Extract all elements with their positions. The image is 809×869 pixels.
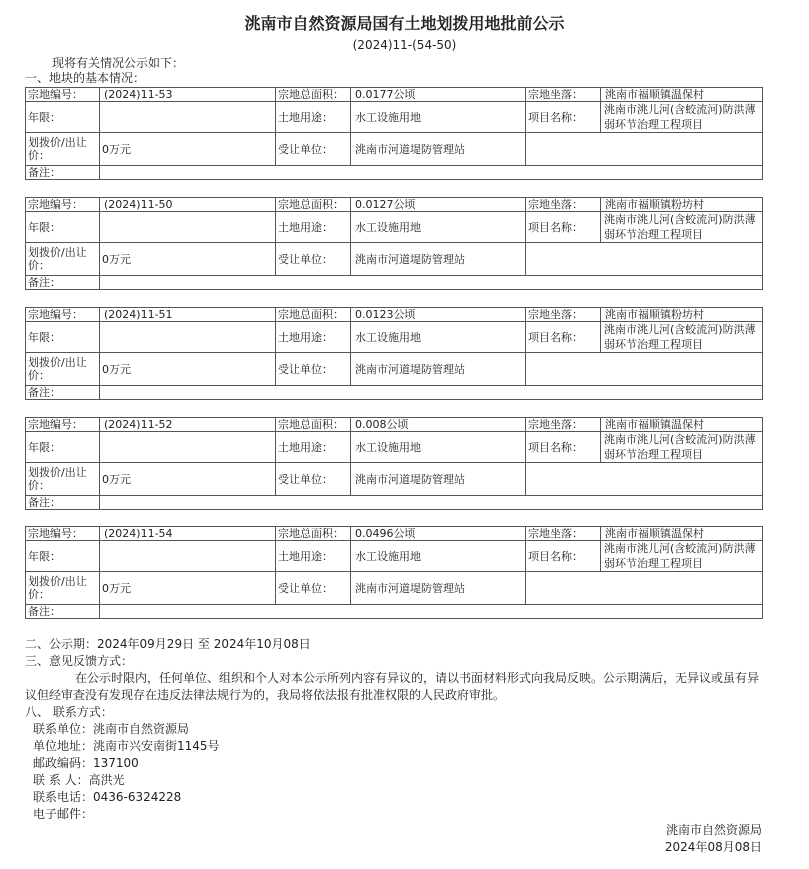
parcel-area: 0.0496公顷: [351, 527, 526, 541]
use-label: 土地用途：: [276, 102, 351, 133]
signature-org: 洮南市自然资源局: [665, 823, 762, 837]
parcel-use: 水工设施用地: [351, 102, 526, 133]
intro-text: 现将有关情况公示如下：: [52, 56, 185, 70]
parcel-no-label: 宗地编号：: [26, 418, 100, 432]
area-label: 宗地总面积：: [276, 88, 351, 102]
term-label: 年限：: [26, 432, 100, 463]
area-label: 宗地总面积：: [276, 418, 351, 432]
empty-cell: [526, 133, 763, 166]
parcel-price: 0万元: [100, 243, 276, 276]
parcel-project: 洮南市洮儿河(含蛟流河)防洪薄弱环节治理工程项目: [601, 541, 763, 572]
project-label: 项目名称：: [526, 102, 601, 133]
parcel-use: 水工设施用地: [351, 322, 526, 353]
parcel-remark: [100, 166, 763, 180]
empty-cell: [526, 243, 763, 276]
term-label: 年限：: [26, 102, 100, 133]
remark-label: 备注：: [26, 605, 100, 619]
location-label: 宗地坐落：: [526, 198, 601, 212]
contact-postcode: 邮政编码：137100: [33, 756, 139, 770]
remark-label: 备注：: [26, 276, 100, 290]
parcel-location: 洮南市福顺镇温保村: [601, 88, 763, 102]
parcel-remark: [100, 496, 763, 510]
assignee-label: 受让单位：: [276, 353, 351, 386]
parcel-table: [25, 87, 763, 180]
parcel-table: [25, 417, 763, 510]
parcel-term: [100, 541, 276, 572]
location-label: 宗地坐落：: [526, 527, 601, 541]
parcel-table: [25, 197, 763, 290]
parcel-area: 0.0177公顷: [351, 88, 526, 102]
price-label: 划拨价/出让价：: [26, 353, 100, 386]
use-label: 土地用途：: [276, 541, 351, 572]
parcel-term: [100, 322, 276, 353]
parcel-location: 洮南市福顺镇温保村: [601, 527, 763, 541]
parcel-assignee: 洮南市河道堤防管理站: [351, 463, 526, 496]
parcel-remark: [100, 605, 763, 619]
parcel-price: 0万元: [100, 572, 276, 605]
parcel-assignee: 洮南市河道堤防管理站: [351, 572, 526, 605]
project-label: 项目名称：: [526, 322, 601, 353]
remark-label: 备注：: [26, 386, 100, 400]
parcel-table: [25, 307, 763, 400]
parcel-project: 洮南市洮儿河(含蛟流河)防洪薄弱环节治理工程项目: [601, 322, 763, 353]
parcel-price: 0万元: [100, 353, 276, 386]
assignee-label: 受让单位：: [276, 463, 351, 496]
parcel-area: 0.008公顷: [351, 418, 526, 432]
price-label: 划拨价/出让价：: [26, 243, 100, 276]
parcel-remark: [100, 386, 763, 400]
project-label: 项目名称：: [526, 541, 601, 572]
parcel-term: [100, 102, 276, 133]
parcel-area: 0.0127公顷: [351, 198, 526, 212]
area-label: 宗地总面积：: [276, 198, 351, 212]
parcel-location: 洮南市福顺镇粉坊村: [601, 198, 763, 212]
price-label: 划拨价/出让价：: [26, 133, 100, 166]
section-3-body: 在公示时限内，任何单位、组织和个人对本公示所列内容有异议的，请以书面材料形式向我局反映。公示期满后，无异议或虽有异议但经审查没有发现存在违反法律法规行为的，我局将依法报有批准权限的人民政府审批。: [25, 671, 760, 702]
empty-cell: [526, 463, 763, 496]
price-label: 划拨价/出让价：: [26, 572, 100, 605]
contact-address: 单位地址：洮南市兴安南街1145号: [33, 739, 220, 753]
document-number: (2024)11-(54-50): [352, 38, 457, 52]
term-label: 年限：: [26, 322, 100, 353]
parcel-no: (2024)11-53: [100, 88, 276, 102]
parcel-assignee: 洮南市河道堤防管理站: [351, 353, 526, 386]
parcel-area: 0.0123公顷: [351, 308, 526, 322]
parcel-no-label: 宗地编号：: [26, 527, 100, 541]
parcel-project: 洮南市洮儿河(含蛟流河)防洪薄弱环节治理工程项目: [601, 432, 763, 463]
term-label: 年限：: [26, 212, 100, 243]
parcel-project: 洮南市洮儿河(含蛟流河)防洪薄弱环节治理工程项目: [601, 102, 763, 133]
signature-date: 2024年08月08日: [664, 840, 762, 854]
parcel-no: (2024)11-50: [100, 198, 276, 212]
parcel-project: 洮南市洮儿河(含蛟流河)防洪薄弱环节治理工程项目: [601, 212, 763, 243]
use-label: 土地用途：: [276, 322, 351, 353]
section-8-heading: 八、 联系方式：: [25, 705, 113, 719]
assignee-label: 受让单位：: [276, 133, 351, 166]
price-label: 划拨价/出让价：: [26, 463, 100, 496]
term-label: 年限：: [26, 541, 100, 572]
project-label: 项目名称：: [526, 212, 601, 243]
parcel-no: (2024)11-52: [100, 418, 276, 432]
parcel-price: 0万元: [100, 463, 276, 496]
parcel-assignee: 洮南市河道堤防管理站: [351, 243, 526, 276]
empty-cell: [526, 353, 763, 386]
parcel-term: [100, 212, 276, 243]
parcel-no-label: 宗地编号：: [26, 308, 100, 322]
contact-email: 电子邮件：: [33, 807, 94, 821]
section-3-heading: 三、意见反馈方式：: [25, 654, 134, 668]
contact-person: 联 系 人：高洪光: [33, 773, 125, 787]
contact-phone: 联系电话：0436-6324228: [33, 790, 182, 804]
section-2-period: 二、公示期：2024年09月29日 至 2024年10月08日: [25, 637, 311, 651]
area-label: 宗地总面积：: [276, 527, 351, 541]
parcel-no: (2024)11-54: [100, 527, 276, 541]
parcel-use: 水工设施用地: [351, 432, 526, 463]
parcel-no: (2024)11-51: [100, 308, 276, 322]
parcel-no-label: 宗地编号：: [26, 198, 100, 212]
use-label: 土地用途：: [276, 212, 351, 243]
remark-label: 备注：: [26, 496, 100, 510]
location-label: 宗地坐落：: [526, 88, 601, 102]
parcel-table: [25, 526, 763, 619]
parcel-remark: [100, 276, 763, 290]
parcel-price: 0万元: [100, 133, 276, 166]
parcel-use: 水工设施用地: [351, 541, 526, 572]
parcel-assignee: 洮南市河道堤防管理站: [351, 133, 526, 166]
parcel-location: 洮南市福顺镇温保村: [601, 418, 763, 432]
use-label: 土地用途：: [276, 432, 351, 463]
location-label: 宗地坐落：: [526, 308, 601, 322]
parcel-no-label: 宗地编号：: [26, 88, 100, 102]
remark-label: 备注：: [26, 166, 100, 180]
page-title: 洮南市自然资源局国有土地划拨用地批前公示: [244, 14, 565, 33]
empty-cell: [526, 572, 763, 605]
assignee-label: 受让单位：: [276, 572, 351, 605]
parcel-location: 洮南市福顺镇粉坊村: [601, 308, 763, 322]
parcel-term: [100, 432, 276, 463]
area-label: 宗地总面积：: [276, 308, 351, 322]
project-label: 项目名称：: [526, 432, 601, 463]
location-label: 宗地坐落：: [526, 418, 601, 432]
assignee-label: 受让单位：: [276, 243, 351, 276]
contact-unit: 联系单位：洮南市自然资源局: [33, 722, 190, 736]
parcel-use: 水工设施用地: [351, 212, 526, 243]
section-1-heading: 一、地块的基本情况：: [25, 71, 146, 85]
